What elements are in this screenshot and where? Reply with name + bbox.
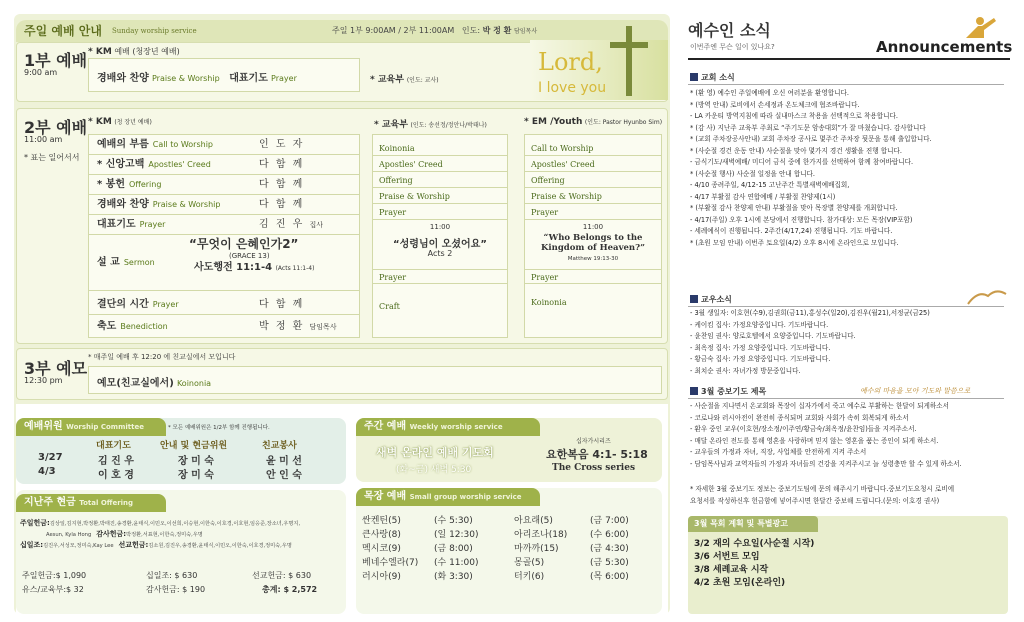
who-name: 박 정 환: [259, 321, 305, 332]
small-group-left: [362, 514, 502, 584]
offering-title: 지난주 현금: [24, 497, 76, 508]
leader-name: 박 정 환: [482, 26, 512, 35]
em-item: Offering: [525, 173, 661, 188]
church-news-item: * (교회 주차장공사안내) 교회 주차장 공사로 몇주간 주차장 뒷문을 통해 출입합니다.: [690, 135, 932, 143]
section-marker-icon: [690, 295, 698, 303]
group-name: 아리조나(18): [514, 530, 568, 540]
group-name: 아요래(5): [514, 516, 553, 526]
edu-verse: Acts 2: [427, 249, 453, 258]
edu-column: [372, 134, 508, 338]
mission-label: 선교헌금:: [118, 541, 149, 549]
em-item: Koinonia: [531, 298, 567, 307]
tithe-line: [20, 540, 342, 551]
group-row: [362, 570, 502, 584]
order-row: [89, 215, 359, 235]
weekly-header: [356, 418, 540, 436]
group-name: 러시아(9): [362, 572, 401, 582]
prayer-item: - 코로나와 러시아전이 완전히 종식되며 교회와 사회가 속히 회복되게 하소서: [690, 413, 909, 422]
prayer-item: - 환우 중인 교우(이호현/장소정/이주연/황금숙/최옥정/윤찬임)들을 지켜주소서.: [690, 425, 917, 433]
committee-col-fellowship: 친교봉사: [262, 441, 297, 451]
weekly-series-en: The Cross series: [552, 463, 636, 473]
divider: [688, 398, 1004, 399]
order-who: 다 함 께: [259, 299, 305, 310]
committee-note: * 모든 예배위원은 1/2부 함께 진행됩니다.: [168, 425, 270, 431]
committee-usher: 장 미 숙: [178, 470, 214, 481]
group-row: [362, 528, 502, 542]
service3-row: [88, 366, 662, 394]
weekly-line1: 새벽 온라인 예배 기도회: [376, 446, 494, 459]
group-row: [362, 514, 502, 528]
group-time: (금 4:30): [590, 544, 629, 554]
small-group-right: [514, 514, 658, 584]
sunday-names-line2: [20, 529, 342, 540]
service2-km-tag: [88, 117, 152, 127]
order-row: [89, 175, 359, 195]
small-group-title-en: Small group worship service: [409, 493, 522, 501]
tithe-label: 십일조:: [20, 541, 44, 549]
news-subtitle: 이번주엔 무슨 일이 있나요?: [690, 43, 775, 51]
member-news-head: [690, 294, 732, 305]
em-item: Apostles' Creed: [525, 157, 661, 172]
service2-title: 2부 예배: [24, 118, 88, 137]
service3-title: 3부 예모: [24, 359, 88, 378]
sermon-row: [89, 235, 359, 291]
group-time: (수 11:00): [434, 558, 479, 568]
edu-label: * 교육부: [370, 75, 404, 85]
church-news-item: - 금식기도/새벽예배/ 미디어 금식 중에 한가지를 선택하여 함께 참여바랍니다.: [690, 158, 914, 166]
prayer-ko: 대표기도: [229, 73, 268, 84]
committee-title: 예배위원: [24, 421, 63, 432]
service1-edu: [370, 72, 439, 85]
order-en: Apostles' Creed: [148, 160, 211, 169]
section-marker-icon: [690, 73, 698, 81]
church-news-item: * (방역 안내) 로비에서 손세정과 온도체크에 협조바랍니다.: [690, 100, 860, 109]
service1-order-box: [88, 58, 360, 92]
member-news-title: 교우소식: [701, 295, 732, 304]
prayer-item: - 사순절을 지나면서 온교회와 목장이 십자가에서 죽고 예수로 부활하는 한달이 되게하소서: [690, 402, 950, 410]
church-news-item: - 세례예식이 진행됩니다. 2주간(4/17,24) 진행됩니다. 기도 바랍니다.: [690, 227, 893, 235]
worship-header-subtitle: Sunday worship service: [112, 27, 197, 35]
em-item: Prayer: [525, 269, 661, 284]
order-row: [89, 195, 359, 215]
order-who: 인 도 자: [259, 139, 305, 150]
small-group-header: [356, 488, 540, 506]
schedule-item: 3/6 서번트 모임: [694, 552, 760, 562]
praise-ko: 경배와 찬양: [97, 73, 149, 84]
schedule-item: 3/8 세례교육 시작: [694, 565, 769, 575]
section-marker-icon: [690, 387, 698, 395]
schedule-item: 4/2 초원 모임(온라인): [694, 578, 786, 588]
church-news-item: - 4/17 부활절 감사 연합예배 / 부활절 찬양제(1시): [690, 192, 836, 201]
praise-en: Praise & Worship: [151, 74, 220, 83]
sunday-names: 김상일,김지현,박정환,박태진,송경환,윤태식,이민오,이선희,이승현,이한숙,이호경,이호현,임응준,장소녀,우명지,: [49, 521, 301, 527]
schedule-title: 3월 목회 계획 및 특별광고: [694, 519, 788, 528]
group-time: (금 7:00): [590, 516, 629, 526]
group-name: 터키(6): [514, 572, 545, 582]
group-name: 큰사랑(8): [362, 530, 401, 540]
committee-fellowship: 윤 미 선: [266, 456, 302, 467]
church-news-item: * (초원 모임 안내) 이번주 토요일(4/2) 오후 8시에 온라인으로 모입니다.: [690, 238, 899, 247]
group-time: (수 6:00): [590, 530, 629, 540]
em-item: Prayer: [525, 205, 661, 220]
em-item: Call to Worship: [525, 141, 661, 156]
offering-header: [16, 494, 166, 512]
worship-header-times: [332, 25, 537, 36]
offering-grand-total: 총계: $ 2,572: [262, 585, 318, 594]
group-time: (화 3:30): [434, 572, 473, 582]
order-row: [89, 295, 359, 315]
order-ko: 대표기도: [97, 219, 136, 230]
order-en: Prayer: [152, 300, 179, 309]
divider: [688, 306, 1004, 307]
church-news-title: 교회 소식: [701, 73, 735, 82]
mission-names: 김소원,김진우,송경환,윤태식,이민오,이한숙,이호경,정미숙,우명: [148, 543, 292, 549]
order-ko: * 봉헌: [97, 179, 126, 190]
service3-row-text: [97, 374, 211, 389]
service2-note: * 표는 일어서서: [24, 153, 80, 162]
order-ko: * 신앙고백: [97, 159, 145, 170]
edu-item: Prayer: [373, 269, 507, 284]
km-label: * KM: [88, 117, 112, 127]
order-en: Benediction: [120, 322, 168, 331]
church-news-item: * (감 사) 지난주 교육부 주최로 “주기도문 암송대회”가 잘 마쳤습니다. 감사합니다: [690, 123, 926, 132]
sunday-names2: Aesun, Kyla Hong: [46, 532, 92, 538]
group-name: 베네수엘라(7): [362, 558, 419, 568]
edu-time: 11:00: [429, 223, 451, 231]
who-role: 집사: [309, 221, 324, 229]
edu-title: “성령님이 오셨어요”: [393, 239, 487, 250]
group-time: (목 6:00): [590, 572, 629, 582]
prayer-note-line: * 자세한 3월 중보기도 정보는 중보기도팀에 문의 해주시기 바랍니다.중보기도요청시 로비에: [690, 485, 955, 493]
sermon-title: “무엇이 은혜인가2”: [189, 237, 299, 251]
announcements-heading: Announcements: [876, 38, 1013, 56]
church-news-item: * (사순절 행사) 사순절 일정을 안내 합니다.: [690, 169, 816, 178]
sunday-label: 주일헌금:: [20, 519, 50, 527]
order-ko: 경배와 찬양: [97, 199, 149, 210]
member-news-item: - 윤찬임 권사: 양로호텔에서 요양중입니다. 기도바랍니다.: [690, 332, 856, 340]
hands-icon: [966, 286, 1008, 306]
group-row: [514, 556, 658, 570]
who-role: 담임목사: [309, 323, 337, 331]
committee-usher: 장 미 숙: [178, 456, 214, 467]
em-item: Praise & Worship: [525, 189, 661, 204]
service-times: 주일 1부 9:00AM / 2부 11:00AM: [332, 26, 455, 35]
banner-line1: Lord,: [538, 48, 603, 76]
scripture-en: (Acts 11:1-4): [275, 265, 315, 272]
order-who: [259, 215, 323, 235]
prayer-title: 3월 중보기도 제목: [701, 387, 767, 396]
em-time: 11:00: [582, 223, 604, 231]
member-news-list: [690, 308, 930, 377]
order-who: 다 함 께: [259, 179, 305, 190]
member-news-item: - 케이킴 집사: 가정요양중입니다. 기도바랍니다.: [690, 320, 829, 329]
offering-names: [20, 518, 342, 551]
edu-label: * 교육부: [374, 120, 408, 130]
order-en: Prayer: [139, 220, 166, 229]
sermon-label: [97, 253, 155, 273]
prayer-note-line: 요청서를 작성하신후 헌금함에 넣어주시면 한달간 중보해 드립니다.(문의: 이호경 권사): [690, 496, 940, 505]
service2-order-box: [88, 134, 360, 338]
em-note: (인도: Pastor Hyunbo Sim): [584, 119, 663, 126]
church-news-item: * (부활절 감사 찬양제 안내) 부활절을 맞아 목장별 찬양제를 개최합니다.: [690, 204, 898, 212]
group-row: [514, 542, 658, 556]
km-note: (청 장년 예배): [114, 119, 152, 126]
church-news-head: [690, 72, 735, 83]
service1-time: 9:00 am: [24, 68, 58, 77]
service3-time: 12:30 pm: [24, 376, 63, 385]
service1-title: 1부 예배: [24, 51, 88, 70]
sunday-names-line: [20, 518, 342, 529]
group-row: [514, 570, 658, 584]
group-row: [362, 542, 502, 556]
em-column: [524, 134, 662, 338]
service3-note: * 매주일 예배 후 12:20 에 친교실에서 모입니다: [88, 353, 236, 361]
group-name: 싼켄틴(5): [362, 516, 401, 526]
order-en: Offering: [129, 180, 162, 189]
group-time: (수 5:30): [434, 516, 473, 526]
thanks-label: 감사헌금:: [96, 530, 127, 538]
cross-icon: [626, 26, 632, 96]
worship-header-title: 주일 예배 안내: [24, 24, 102, 38]
weekly-title-en: Weekly worship service: [409, 423, 503, 431]
edu-note: (인도: 송선정/정안나/박태나): [410, 122, 487, 129]
church-news-item: - 4/17(주일) 오후 1시에 본당에서 진행합니다. 참가대상: 모든 목장(VIP포함): [690, 215, 913, 224]
group-name: 마까까(15): [514, 544, 559, 554]
tithe-names: 김진우,서성모,정미숙,Kay Lee: [43, 543, 114, 549]
group-row: [362, 556, 502, 570]
prayer-item: - 교우들의 가정과 자녀, 직장, 사업체를 안전하게 지켜 주소서: [690, 448, 867, 456]
member-news-item: - 황금숙 집사: 가정 요양중입니다. 기도바랍니다.: [690, 355, 831, 363]
offering-total: 유스/교육부:$ 32: [22, 585, 84, 594]
em-label: * EM /Youth: [524, 117, 583, 127]
group-row: [514, 514, 658, 528]
order-who: 다 함 께: [259, 199, 305, 210]
group-name: 몽골(5): [514, 558, 545, 568]
order-en: Call to Worship: [152, 140, 214, 149]
group-time: (금 5:30): [590, 558, 629, 568]
sermon-scripture: [194, 262, 314, 275]
group-time: (일 12:30): [434, 530, 479, 540]
edu-item: Craft: [379, 302, 400, 311]
order-ko: 축도: [97, 321, 117, 332]
group-name: 멕시코(9): [362, 544, 401, 554]
committee-prayer: 이 호 경: [98, 470, 134, 481]
scripture-ko: 사도행전 11:1-4: [194, 262, 273, 273]
prayer-item: - 담임목사님과 교역자들의 가정과 자녀들의 건강을 지켜주시고 늘 성령충만 할 수 있게 하소서.: [690, 459, 962, 468]
order-row: [89, 317, 359, 337]
member-news-item: - 최옥정 집사: 가정 요양중입니다. 기도바랍니다.: [690, 343, 831, 352]
koinonia-en: Koinonia: [176, 379, 212, 388]
member-news-item: - 최치순 권사: 자녀가정 방문중입니다.: [690, 366, 801, 375]
cross-bar: [610, 42, 648, 48]
order-ko: 예배의 부름: [97, 139, 149, 150]
who-name: 김 진 우: [259, 219, 305, 230]
weekly-title: 주간 예배: [364, 421, 407, 432]
church-news-item: * (환 영) 예수인 주일예배에 오신 여러분을 환영합니다.: [690, 89, 849, 97]
prayer-tagline: 예수의 마음을 모아 기도와 말씀으로: [860, 387, 971, 395]
sermon-en: Sermon: [123, 258, 155, 267]
committee-prayer: 김 진 우: [98, 456, 134, 467]
church-news-item: - 4/10 종려주일, 4/12-15 고난주간 특별새벽예배집회,: [690, 181, 850, 189]
heading-rule: [688, 58, 1010, 60]
series-label: 십자가시리즈: [576, 438, 611, 445]
church-news-item: - LA 카운티 방역지침에 따라 실내마스크 착용을 선택적으로 착용합니다.: [690, 112, 898, 120]
prayer-item: - 매달 온라인 전도를 통해 영혼을 사랑하며 믿지 않는 영혼을 품는 증인이 되게 하소서.: [690, 436, 939, 445]
prayer-note: [690, 484, 954, 507]
committee-header: [16, 418, 166, 436]
edu-note: (인도: 교사): [406, 77, 439, 84]
order-en: Praise & Worship: [152, 200, 221, 209]
committee-date: 4/3: [38, 466, 56, 477]
member-news-item: - 3월 생일자: 이호현(수9),김권희(금11),홍성수(일20),김진우(월21),서정균(금25): [690, 309, 930, 317]
weekly-line2: (화~금) 새벽 5:30: [396, 465, 472, 475]
church-news-item: * (사순절 경건 운동 안내) 사순절을 맞아 몇가지 경건 생활을 진행 합니다.: [690, 146, 902, 155]
prayer-en: Prayer: [271, 74, 297, 83]
order-ko: 결단의 시간: [97, 299, 149, 310]
offering-total: 주일헌금:$ 1,090: [22, 571, 87, 580]
schedule-item: 3/2 재의 수요일(사순절 시작): [694, 539, 815, 549]
committee-date: 3/27: [38, 452, 63, 463]
service1-km-tag: [88, 46, 180, 57]
committee-title-en: Worship Committee: [66, 423, 144, 431]
sermon-ko: 설 교: [97, 257, 120, 268]
order-who: [259, 317, 337, 337]
group-time: (금 8:00): [434, 544, 473, 554]
order-row: [89, 155, 359, 175]
service1-order-row: [97, 69, 297, 84]
em-verse: Matthew 19:13-30: [567, 256, 619, 262]
offering-total: 선교헌금: $ 630: [252, 571, 312, 580]
edu-item: Praise & Worship: [373, 189, 507, 204]
group-row: [514, 528, 658, 542]
person-silhouette-icon: [960, 16, 1000, 38]
weekly-verse: 요한복음 4:1- 5:18: [546, 448, 648, 461]
committee-col-usher: 안내 및 현금위원: [160, 441, 228, 451]
offering-total: 감사헌금: $ 190: [146, 585, 206, 594]
offering-title-en: Total Offering: [79, 499, 134, 507]
sermon-series: (GRACE 13): [229, 252, 270, 260]
prayer-head: [690, 386, 766, 397]
thanks-names: 박정환,서표현,이한숙,정미숙,우명: [126, 532, 203, 538]
committee-fellowship: 안 인 숙: [266, 470, 302, 481]
em-tag: [524, 117, 662, 127]
offering-total: 십일조: $ 630: [146, 571, 198, 580]
church-news-list: [690, 88, 932, 249]
prayer-list: [690, 401, 962, 470]
small-group-title: 목장 예배: [364, 491, 407, 502]
edu-item: Koinonia: [373, 141, 507, 156]
edu-item: Apostles' Creed: [373, 157, 507, 172]
edu-item: Prayer: [373, 205, 507, 220]
em-title: “Who Belongs to the Kingdom of Heaven?”: [541, 233, 645, 253]
order-who: 다 함 께: [259, 159, 305, 170]
committee-col-prayer: 대표기도: [96, 441, 131, 451]
leader-role: 담임목사: [513, 28, 538, 35]
schedule-list: [694, 538, 814, 590]
divider: [688, 84, 1004, 85]
news-title: 예수인 소식: [688, 21, 771, 40]
edu-tag: [374, 117, 487, 130]
koinonia-ko: 예모(친교실에서): [97, 378, 174, 389]
banner-line2: I love you: [538, 80, 607, 96]
edu-item: Offering: [373, 173, 507, 188]
km-note: 예배 (청장년 예배): [114, 47, 180, 56]
order-row: [89, 135, 359, 155]
leader-label: 인도:: [461, 26, 481, 35]
km-label: * KM: [88, 47, 112, 57]
service2-time: 11:00 am: [24, 135, 63, 144]
